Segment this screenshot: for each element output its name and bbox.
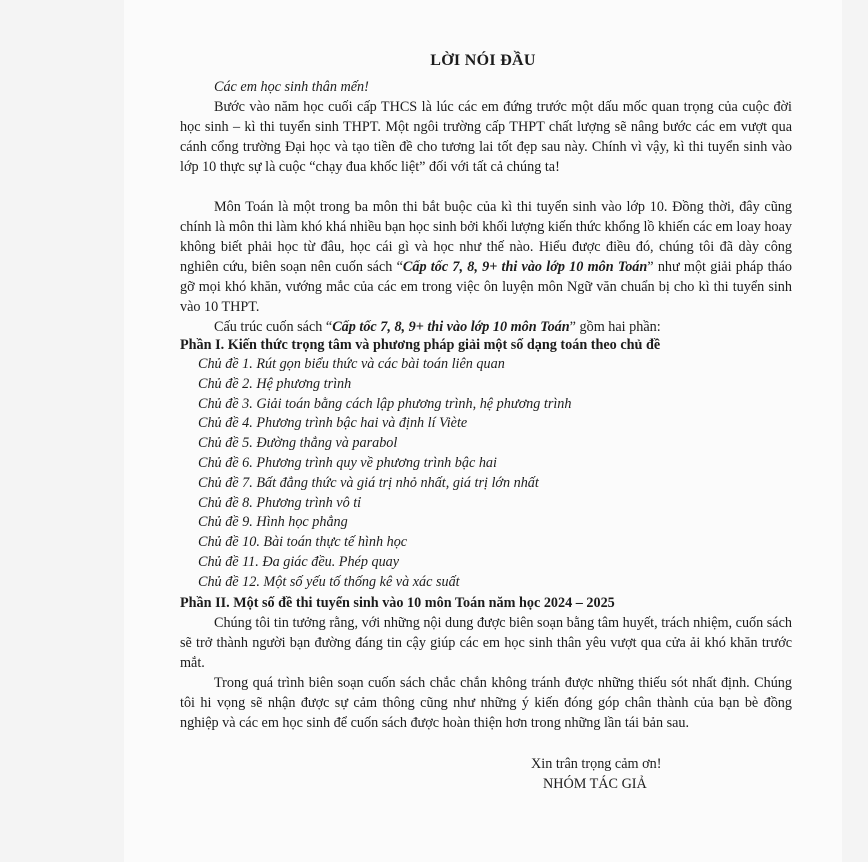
intro-section (180, 77, 792, 177)
thanks-line: Xin trân trọng cảm ơn! (531, 756, 662, 772)
structure-text-1: Cấu trúc cuốn sách “ (214, 319, 333, 335)
belief-paragraph: Chúng tôi tin tưởng rằng, với những nội dung được biên soạn bằng tâm huyết, trách nhiệm, cuốn sách sẽ trở thành người bạn đường đáng tin cậy giúp các em học sinh thân yêu vượt qua cửa ải khó khăn trước mắt. (180, 615, 792, 671)
author-signature: NHÓM TÁC GIẢ (543, 776, 647, 792)
closing-section (180, 613, 792, 733)
topic-item: Chủ đề 5. Đường thẳng và parabol (198, 435, 398, 452)
structure-book-title: Cấp tốc 7, 8, 9+ thi vào lớp 10 môn Toán (332, 319, 570, 335)
book-title: Cấp tốc 7, 8, 9+ thi vào lớp 10 môn Toán (402, 259, 648, 275)
math-section (180, 197, 792, 337)
structure-line (180, 317, 792, 337)
greeting: Các em học sinh thân mến! (214, 79, 369, 95)
math-paragraph-text-2: ” như một giải pháp tháo gỡ mọi khó khăn, vướng mắc của các em trong việc ôn luyện môn Ngữ văn chuẩn bị cho kì thi tuyển sinh vào 10 THPT. (180, 259, 792, 315)
topic-item: Chủ đề 9. Hình học phẳng (198, 514, 348, 531)
topic-item: Chủ đề 7. Bất đẳng thức và giá trị nhỏ nhất, giá trị lớn nhất (198, 474, 539, 491)
topic-item: Chủ đề 8. Phương trình vô tỉ (198, 494, 362, 511)
structure-text-2: ” gồm hai phần: (569, 319, 661, 335)
math-paragraph-text-1: Môn Toán là một trong ba môn thi bắt buộc của kì thi tuyển sinh vào lớp 10. Đồng thời, đây cũng chính là môn thi làm khó khá nhiều bạn học sinh bởi khối lượng kiến thức khổng lồ khiến các em loay hoay không biết phải học từ đâu, học cái gì và học như thế nào. Hiểu được điều đó, chúng tôi đã dày công nghiên cứu, biên soạn nên cuốn sách “ (180, 199, 792, 275)
page-title: LỜI NÓI ĐẦU (430, 52, 536, 69)
topic-item: Chủ đề 4. Phương trình bậc hai và định lí Viète (198, 415, 468, 432)
topic-item: Chủ đề 12. Một số yếu tố thống kê và xác suất (198, 573, 460, 590)
closing-paragraph: Trong quá trình biên soạn cuốn sách chắc chắn không tránh được những thiếu sót nhất định. Chúng tôi hi vọng sẽ nhận được sự cảm thông cũng như những ý kiến đóng góp chân thành của bạn bè đồng nghiệp và các em học sinh để cuốn sách được hoàn thiện hơn trong những lần tái bản sau. (180, 675, 792, 731)
topic-item: Chủ đề 10. Bài toán thực tế hình học (198, 534, 408, 551)
topic-item: Chủ đề 2. Hệ phương trình (198, 375, 352, 392)
topic-item: Chủ đề 1. Rút gọn biểu thức và các bài toán liên quan (198, 356, 505, 372)
document-page (124, 0, 842, 862)
part2-heading: Phần II. Một số đề thi tuyển sinh vào 10 môn Toán năm học 2024 – 2025 (180, 595, 615, 611)
topic-list (198, 355, 571, 593)
part1-heading: Phần I. Kiến thức trọng tâm và phương pháp giải một số dạng toán theo chủ đề (180, 337, 661, 353)
math-paragraph (180, 197, 792, 317)
intro-paragraph: Bước vào năm học cuối cấp THCS là lúc các em đứng trước một dấu mốc quan trọng của cuộc đời học sinh – kì thi tuyển sinh THPT. Một ngôi trường cấp THPT chất lượng sẽ nâng bước các em vượt qua cánh cổng trường Đại học và tạo tiền đề cho tương lai tốt đẹp sau này. Chính vì vậy, kì thi tuyển sinh vào lớp 10 thực sự là cuộc “chạy đua khốc liệt” đối với tất cả chúng ta! (180, 99, 792, 175)
topic-item: Chủ đề 3. Giải toán bằng cách lập phương trình, hệ phương trình (198, 395, 572, 412)
topic-item: Chủ đề 11. Đa giác đều. Phép quay (198, 553, 400, 570)
topic-item: Chủ đề 6. Phương trình quy về phương trình bậc hai (198, 454, 497, 471)
